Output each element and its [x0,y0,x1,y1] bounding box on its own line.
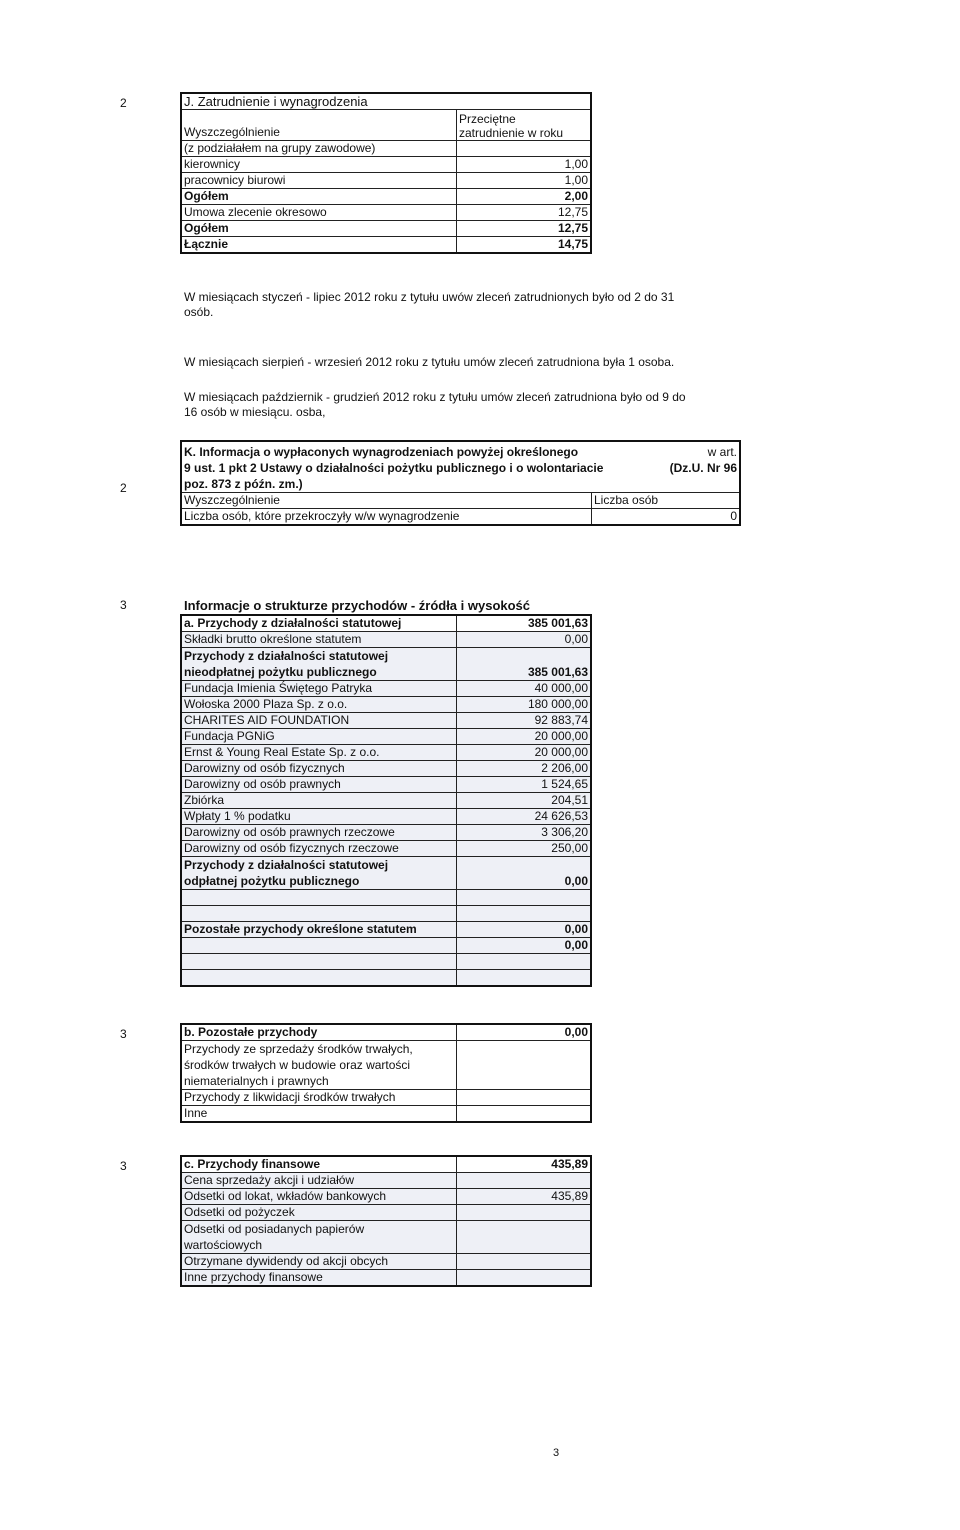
statutory-revenue-row-label [181,729,457,745]
financial-revenue-row-value [457,1205,592,1221]
statutory-revenue-row-label-line: Darowizny od osób prawnych [184,777,341,791]
other-revenue-row-label-line: Inne [184,1106,208,1120]
other-revenue-row-label [181,1090,457,1106]
financial-revenue-row-value [457,1270,592,1287]
employment-table-title: J. Zatrudnienie i wynagrodzenia [181,93,591,110]
statutory-revenue-title-value: 385 001,63 [457,615,592,632]
paragraph-oct-dec-line1: W miesiącach październik - grudzień 2012 roku z tytułu umów zleceń zatrudniona było od 9 do [184,390,686,404]
statutory-revenue-row-label [181,825,457,841]
employment-row-label [181,157,457,173]
page-number: 3 [553,1447,560,1459]
other-revenue-row-label-line: Przychody z likwidacji środków trwałych [184,1090,396,1104]
statutory-revenue-table [180,614,592,987]
salary-info-title-line1: K. Informacja o wypłaconych wynagrodzeniach powyżej określonego [184,445,579,459]
statutory-revenue-row-label-line: Darowizny od osób prawnych rzeczowe [184,825,395,839]
statutory-revenue-row [181,793,591,809]
statutory-revenue-row-label-line: Wołoska 2000 Plaza Sp. z o.o. [184,697,348,711]
statutory-revenue-row-value: 3 306,20 [457,825,592,841]
section-number-a: 3 [120,598,127,612]
employment-row [181,237,591,254]
statutory-revenue-row-label [181,632,457,648]
financial-revenue-row [181,1173,591,1189]
financial-revenue-table [180,1155,592,1287]
other-revenue-row-label-line: niematerialnych i prawnych [184,1074,329,1088]
financial-revenue-row [181,1189,591,1205]
financial-revenue-row-label [181,1189,457,1205]
statutory-revenue-rows [181,632,591,987]
other-revenue-row [181,1041,591,1090]
paragraph-oct-dec [184,390,686,420]
statutory-revenue-row [181,729,591,745]
statutory-revenue-row-label [181,793,457,809]
revenue-structure-heading: Informacje o strukturze przychodów - źródła i wysokość [184,598,531,613]
financial-revenue-row-label [181,1270,457,1287]
statutory-revenue-row-value [457,970,592,987]
employment-col2-empty [457,141,592,157]
financial-revenue-row-label [181,1173,457,1189]
statutory-revenue-row-value: 1 524,65 [457,777,592,793]
financial-revenue-row-label-line: wartościowych [184,1238,263,1252]
financial-revenue-row [181,1270,591,1287]
statutory-revenue-row [181,922,591,938]
statutory-revenue-row-value: 0,00 [457,922,592,938]
employment-row-label [181,237,457,254]
statutory-revenue-row-value [457,954,592,970]
financial-revenue-row-value [457,1221,592,1254]
employment-col2-header-line1: Przeciętne [459,112,516,126]
financial-revenue-title: c. Przychody finansowe [181,1156,457,1173]
financial-revenue-row-value: 435,89 [457,1189,592,1205]
other-revenue-row-value [457,1041,592,1090]
statutory-revenue-row-label [181,906,457,922]
employment-row-label [181,173,457,189]
other-revenue-title: b. Pozostałe przychody [181,1024,457,1041]
employment-row-value: 2,00 [457,189,592,205]
financial-revenue-row-label [181,1254,457,1270]
statutory-revenue-row [181,761,591,777]
financial-revenue-title-value: 435,89 [457,1156,592,1173]
statutory-revenue-row-value [457,890,592,906]
employment-row-label-line: Ogółem [184,189,229,203]
paragraph-jan-jul-line1: W miesiącach styczeń - lipiec 2012 roku z tytułu uwów zleceń zatrudnionych było od 2 do 31 [184,290,675,304]
other-revenue-row [181,1106,591,1123]
statutory-revenue-row-label-line: Ernst & Young Real Estate Sp. z o.o. [184,745,380,759]
financial-revenue-row-label-line: Odsetki od pożyczek [184,1205,295,1219]
statutory-revenue-row-label-line: Fundacja Imienia Świętego Patryka [184,681,373,695]
statutory-revenue-row-label-line: nieodpłatnej pożytku publicznego [184,665,377,679]
financial-revenue-row-label-line: Otrzymane dywidendy od akcji obcych [184,1254,389,1268]
other-revenue-row-label [181,1041,457,1090]
statutory-revenue-row-label-line: Pozostałe przychody określone statutem [184,922,417,936]
statutory-revenue-row [181,697,591,713]
salary-info-title-line2: 9 ust. 1 pkt 2 Ustawy o działalności pożytku publicznego i o wolontariacie [184,461,604,475]
statutory-revenue-row [181,825,591,841]
statutory-revenue-row [181,857,591,890]
financial-revenue-row-label-line: Cena sprzedaży akcji i udziałów [184,1173,355,1187]
statutory-revenue-row-label [181,697,457,713]
employment-row [181,157,591,173]
other-revenue-row-label [181,1106,457,1123]
statutory-revenue-row-label [181,745,457,761]
financial-revenue-row-label [181,1221,457,1254]
statutory-revenue-row-label-line: Składki brutto określone statutem [184,632,362,646]
financial-revenue-row-label-line: Inne przychody finansowe [184,1270,323,1284]
statutory-revenue-row-label-line: Przychody z działalności statutowej [184,858,389,872]
statutory-revenue-row-label-line: Przychody z działalności statutowej [184,649,389,663]
statutory-revenue-row-label [181,809,457,825]
employment-row-label [181,189,457,205]
statutory-revenue-row [181,632,591,648]
employment-row-label [181,221,457,237]
statutory-revenue-row-label-line: Darowizny od osób fizycznych [184,761,345,775]
salary-info-title [181,441,740,493]
salary-info-row-label: Liczba osób, które przekroczyły w/w wynagrodzenie [181,509,592,526]
employment-row [181,173,591,189]
statutory-revenue-row-value: 385 001,63 [457,648,592,681]
section-number-j: 2 [120,96,127,110]
salary-info-col2-header: Liczba osób [592,493,741,509]
section-number-b: 3 [120,1027,127,1041]
statutory-revenue-row-label [181,648,457,681]
employment-row-label-line: kierownicy [184,157,241,171]
statutory-revenue-row-value: 40 000,00 [457,681,592,697]
paragraph-jan-jul-line2: osób. [184,305,214,319]
employment-row-label-line: Łącznie [184,237,229,251]
statutory-revenue-row-label [181,713,457,729]
statutory-revenue-row [181,809,591,825]
other-revenue-row-value [457,1090,592,1106]
financial-revenue-row [181,1205,591,1221]
employment-row-value: 1,00 [457,157,592,173]
statutory-revenue-row [181,954,591,970]
salary-info-row-value: 0 [592,509,741,526]
statutory-revenue-row-value: 20 000,00 [457,729,592,745]
financial-revenue-row-value [457,1173,592,1189]
statutory-revenue-row-label-line: Zbiórka [184,793,225,807]
other-revenue-title-value: 0,00 [457,1024,592,1041]
salary-info-title-line3: poz. 873 z późn. zm.) [184,477,303,491]
statutory-revenue-row-label-line: Wpłaty 1 % podatku [184,809,291,823]
statutory-revenue-row [181,938,591,954]
statutory-revenue-row [181,648,591,681]
statutory-revenue-row-label [181,938,457,954]
statutory-revenue-row-value: 20 000,00 [457,745,592,761]
employment-col2-header-line2: zatrudnienie w roku [459,126,564,140]
other-revenue-rows [181,1041,591,1123]
section-number-c: 3 [120,1159,127,1173]
statutory-revenue-row-label [181,761,457,777]
other-revenue-row-value [457,1106,592,1123]
statutory-revenue-row [181,713,591,729]
employment-row-label-line: Ogółem [184,221,229,235]
employment-row [181,221,591,237]
statutory-revenue-row-value [457,906,592,922]
employment-row-label-line: pracownicy biurowi [184,173,286,187]
salary-info-table [180,440,741,526]
statutory-revenue-row-label [181,970,457,987]
paragraph-oct-dec-line2: 16 osób w miesiącu. osba, [184,405,326,419]
statutory-revenue-row [181,890,591,906]
financial-revenue-row-label [181,1205,457,1221]
employment-row-value: 1,00 [457,173,592,189]
employment-col1-sub: (z podziałałem na grupy zawodowe) [181,141,457,157]
financial-revenue-row [181,1254,591,1270]
financial-revenue-row-value [457,1254,592,1270]
statutory-revenue-row [181,906,591,922]
employment-row-value: 12,75 [457,205,592,221]
paragraph-jan-jul [184,290,674,320]
statutory-revenue-row-label-line: Darowizny od osób fizycznych rzeczowe [184,841,399,855]
statutory-revenue-row [181,777,591,793]
salary-info-col1-header: Wyszczególnienie [181,493,592,509]
statutory-revenue-row-label [181,857,457,890]
statutory-revenue-row-value: 204,51 [457,793,592,809]
financial-revenue-row [181,1221,591,1254]
financial-revenue-row-label-line: Odsetki od posiadanych papierów [184,1222,365,1236]
statutory-revenue-row-label [181,777,457,793]
statutory-revenue-row-label [181,954,457,970]
employment-row-value: 14,75 [457,237,592,254]
employment-row-label-line: Umowa zlecenie okresowo [184,205,327,219]
employment-col2-header [457,110,592,141]
statutory-revenue-row-value: 24 626,53 [457,809,592,825]
financial-revenue-rows [181,1173,591,1287]
statutory-revenue-row-value: 0,00 [457,857,592,890]
statutory-revenue-row-label-line: CHARITES AID FOUNDATION [184,713,350,727]
salary-info-title-line1-right: w art. [707,445,737,459]
employment-rows [181,157,591,254]
employment-row [181,205,591,221]
other-revenue-row-label-line: środków trwałych w budowie oraz wartości [184,1058,411,1072]
other-revenue-row [181,1090,591,1106]
statutory-revenue-row-value: 180 000,00 [457,697,592,713]
statutory-revenue-row-value: 92 883,74 [457,713,592,729]
statutory-revenue-row-label [181,922,457,938]
statutory-revenue-row [181,841,591,857]
statutory-revenue-row-value: 0,00 [457,632,592,648]
other-revenue-table [180,1023,592,1123]
paragraph-aug-sep: W miesiącach sierpień - wrzesień 2012 roku z tytułu umów zleceń zatrudniona była 1 osoba. [184,355,675,369]
statutory-revenue-row-value: 2 206,00 [457,761,592,777]
statutory-revenue-row [181,970,591,987]
salary-info-title-line2-right: (Dz.U. Nr 96 [669,461,737,475]
statutory-revenue-row-value: 0,00 [457,938,592,954]
statutory-revenue-row [181,745,591,761]
employment-row [181,189,591,205]
other-revenue-row-label-line: Przychody ze sprzedaży środków trwałych, [184,1042,413,1056]
employment-row-label [181,205,457,221]
employment-col1-header: Wyszczególnienie [181,110,457,141]
financial-revenue-row-label-line: Odsetki od lokat, wkładów bankowych [184,1189,387,1203]
statutory-revenue-row-label [181,681,457,697]
statutory-revenue-row [181,681,591,697]
employment-row-value: 12,75 [457,221,592,237]
statutory-revenue-row-label-line: odpłatnej pożytku publicznego [184,874,360,888]
statutory-revenue-row-label-line: Fundacja PGNiG [184,729,275,743]
section-number-k: 2 [120,481,127,495]
statutory-revenue-row-label [181,841,457,857]
statutory-revenue-row-label [181,890,457,906]
statutory-revenue-title: a. Przychody z działalności statutowej [181,615,457,632]
statutory-revenue-row-value: 250,00 [457,841,592,857]
employment-table [180,92,592,254]
